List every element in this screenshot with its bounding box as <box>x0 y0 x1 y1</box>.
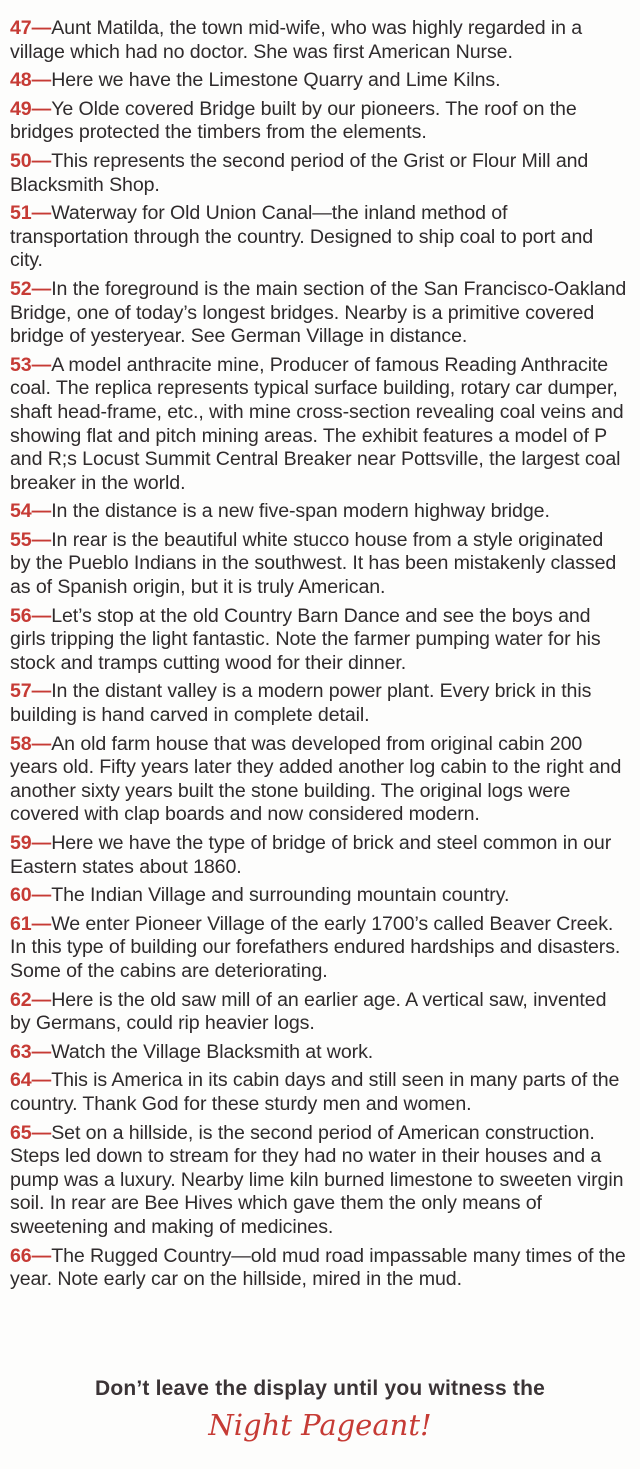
exhibit-dash: — <box>31 988 50 1011</box>
exhibit-dash: — <box>31 1040 50 1063</box>
exhibit-entry <box>10 529 628 600</box>
exhibit-number: 55 <box>10 528 32 551</box>
exhibit-description: In the distance is a new five-span modern highway bridge. <box>51 500 550 523</box>
exhibit-entry <box>10 17 628 64</box>
exhibit-dash: — <box>31 1121 50 1144</box>
exhibit-number: 62 <box>10 988 32 1011</box>
exhibit-number: 56 <box>10 604 32 627</box>
exhibit-description: Waterway for Old Union Canal—the inland method of transportation through the country. Designed to ship coal to port and city. <box>10 202 594 272</box>
exhibit-dash: — <box>31 149 50 172</box>
exhibit-number: 47 <box>10 17 32 39</box>
exhibit-entry <box>10 500 628 524</box>
exhibit-entry <box>10 989 628 1036</box>
exhibit-dash: — <box>31 277 50 300</box>
exhibit-description: The Indian Village and surrounding mountain country. <box>51 884 510 907</box>
exhibit-number: 63 <box>10 1040 32 1063</box>
exhibit-dash: — <box>31 500 50 523</box>
exhibit-description: A model anthracite mine, Producer of famous Reading Anthracite coal. The replica represents typical surface building, rotary car dumper, shaft head-frame, etc., with mine cross-section revealing coal veins and showing flat and pitch mining areas. The exhibit features a model of P and R;s Locust Summit Central Breaker near Pottsville, the largest coal breaker in the world. <box>10 353 624 494</box>
exhibit-number: 50 <box>10 149 32 172</box>
exhibit-number: 57 <box>10 680 32 703</box>
exhibit-description: An old farm house that was developed from original cabin 200 years old. Fifty years later they added another log cabin to the right and another sixty years built the stone building. The original logs were covered with clap boards and now considered modern. <box>10 732 622 826</box>
exhibit-entry <box>10 832 628 879</box>
exhibit-description: We enter Pioneer Village of the early 1700’s called Beaver Creek. In this type of building our forefathers endured hardships and disasters. Some of the cabins are deteriorating. <box>10 912 621 982</box>
exhibit-entry <box>10 913 628 984</box>
exhibit-number: 53 <box>10 353 32 376</box>
exhibit-dash: — <box>31 353 50 376</box>
exhibit-description: The Rugged Country—old mud road impassable many times of the year. Note early car on the hillside, mired in the mud. <box>10 1244 626 1291</box>
exhibit-description: Aunt Matilda, the town mid-wife, who was highly regarded in a village which had no doctor. She was first American Nurse. <box>10 17 583 63</box>
exhibit-entry <box>10 1122 628 1240</box>
exhibit-dash: — <box>31 884 50 907</box>
exhibit-description: Here is the old saw mill of an earlier age. A vertical saw, invented by Germans, could rip heavier logs. <box>10 988 607 1035</box>
exhibit-dash: — <box>31 69 50 92</box>
exhibit-dash: — <box>31 680 50 703</box>
exhibit-dash: — <box>31 17 50 39</box>
exhibit-entry <box>10 69 628 93</box>
exhibit-description: Ye Olde covered Bridge built by our pioneers. The roof on the bridges protected the timbers from the elements. <box>10 97 577 144</box>
exhibit-description: Here we have the type of bridge of brick and steel common in our Eastern states about 1860. <box>10 832 612 878</box>
exhibit-entry <box>10 1245 628 1292</box>
exhibit-number: 66 <box>10 1244 32 1267</box>
exhibit-entry <box>10 680 628 727</box>
exhibit-entry <box>10 884 628 908</box>
exhibit-number: 61 <box>10 912 32 935</box>
exhibit-number: 58 <box>10 732 32 755</box>
exhibit-description: Here we have the Limestone Quarry and Lime Kilns. <box>51 69 501 92</box>
exhibit-entry <box>10 98 628 145</box>
exhibit-description: In rear is the beautiful white stucco house from a style originated by the Pueblo Indians in the southwest. It has been mistakenly classed as of Spanish origin, but it is truly American. <box>10 528 617 599</box>
exhibit-number: 59 <box>10 832 32 854</box>
exhibit-number: 52 <box>10 277 32 300</box>
exhibit-dash: — <box>31 604 50 627</box>
exhibit-entry <box>10 605 628 676</box>
exhibit-description: Let’s stop at the old Country Barn Dance and see the boys and girls tripping the light fantastic. Note the farmer pumping water for his stock and tramps cutting wood for their dinner. <box>10 604 601 674</box>
exhibit-dash: — <box>31 912 50 935</box>
exhibit-entry <box>10 278 628 349</box>
exhibit-entry <box>10 733 628 827</box>
exhibit-number: 49 <box>10 97 32 120</box>
exhibit-dash: — <box>31 832 50 854</box>
exhibit-description: In the distant valley is a modern power plant. Every brick in this building is hand carved in complete detail. <box>10 680 592 727</box>
night-pageant-title: Night Pageant! <box>208 1408 432 1442</box>
exhibit-description: This represents the second period of the Grist or Flour Mill and Blacksmith Shop. <box>10 149 589 196</box>
exhibit-dash: — <box>31 1244 50 1267</box>
exhibit-number: 51 <box>10 202 32 225</box>
exhibit-number: 48 <box>10 69 32 92</box>
exhibit-number: 64 <box>10 1069 32 1092</box>
exhibit-entry <box>10 1069 628 1116</box>
exhibit-description: Set on a hillside, is the second period of American construction. Steps led down to stream for they had no water in their houses and a pump was a luxury. Nearby lime kiln burned limestone to sweeten virgin soil. In rear are Bee Hives which gave them the only means of sweetening and making of medicines. <box>10 1121 624 1238</box>
exhibit-number: 60 <box>10 884 32 907</box>
exhibit-entry <box>10 1041 628 1065</box>
exhibit-dash: — <box>31 97 50 120</box>
exhibit-dash: — <box>31 1069 50 1092</box>
exhibit-number: 54 <box>10 500 32 523</box>
exhibit-entry <box>10 150 628 197</box>
exhibit-number: 65 <box>10 1121 32 1144</box>
exhibit-dash: — <box>31 732 50 755</box>
exhibit-dash: — <box>31 528 50 551</box>
exhibit-list <box>10 17 628 1297</box>
footer-notice: Don’t leave the display until you witness the <box>94 1377 546 1400</box>
footer <box>0 1377 640 1442</box>
exhibit-entry <box>10 354 628 496</box>
exhibit-description: Watch the Village Blacksmith at work. <box>51 1040 374 1063</box>
exhibit-dash: — <box>31 202 50 225</box>
exhibit-description: In the foreground is the main section of the San Francisco-Oakland Bridge, one of today’s longest bridges. Nearby is a primitive covered bridge of yesteryear. See German Village in distance. <box>10 277 627 348</box>
exhibit-description: This is America in its cabin days and still seen in many parts of the country. Thank God for these sturdy men and women. <box>10 1069 620 1115</box>
exhibit-entry <box>10 202 628 273</box>
